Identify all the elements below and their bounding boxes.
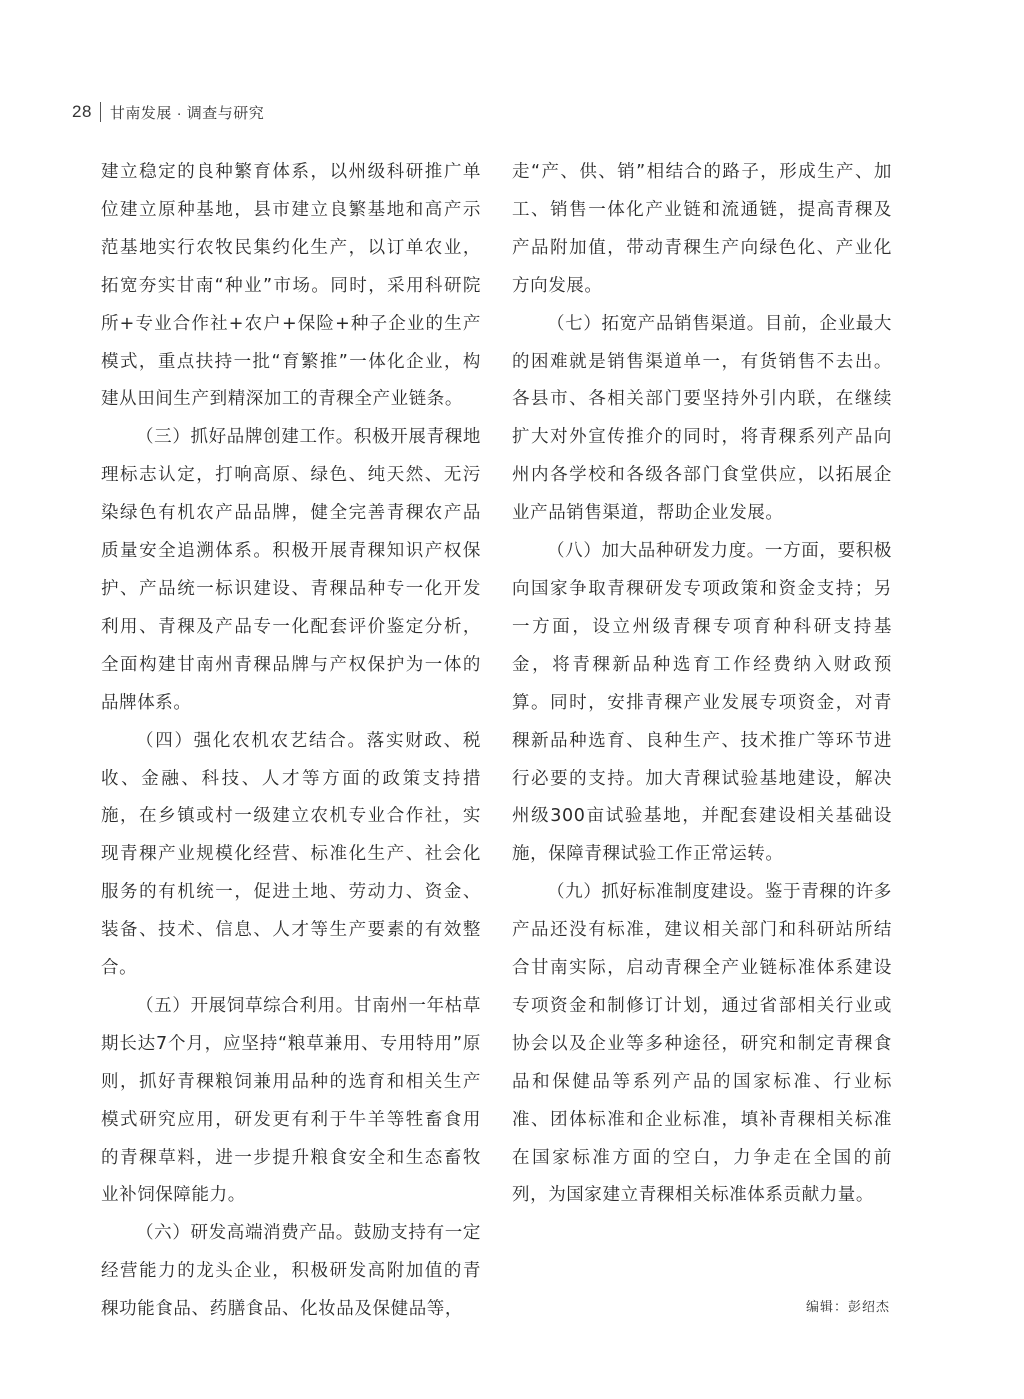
right-column (512, 154, 892, 1215)
body-paragraph: 走“产、供、销”相结合的路子，形成生产、加工、销售一体化产业链和流通链，提高青稞及产品附加值，带动青稞生产向绿色化、产业化方向发展。 (512, 162, 892, 296)
journal-section-title: 甘南发展 · 调查与研究 (109, 104, 265, 122)
left-column (101, 154, 481, 1329)
body-paragraph: （五）开展饲草综合利用。甘南州一年枯草期长达7个月，应坚持“粮草兼用、专用特用”原则，抓好青稞粮饲兼用品种的选育和相关生产模式研究应用，研发更有利于牛羊等牲畜食用的青稞草料，进一步提升粮食安全和生态畜牧业补饲保障能力。 (101, 995, 481, 1206)
body-paragraph: 建立稳定的良种繁育体系，以州级科研推广单位建立原种基地，县市建立良繁基地和高产示范基地实行农牧民集约化生产，以订单农业，拓宽夯实甘南“种业”市场。同时，采用科研院所+专业合作社+农户+保险+种子企业的生产模式，重点扶持一批“育繁推”一体化企业，构建从田间生产到精深加工的青稞全产业链条。 (101, 162, 481, 410)
body-paragraph: （三）抓好品牌创建工作。积极开展青稞地理标志认定，打响高原、绿色、纯天然、无污染绿色有机农产品品牌，健全完善青稞农产品质量安全追溯体系。积极开展青稞知识产权保护、产品统一标识建设、青稞品种专一化开发利用、青稞及产品专一化配套评价鉴定分析，全面构建甘南州青稞品牌与产权保护为一体的品牌体系。 (101, 427, 481, 713)
editor-credit: 编辑：彭绍杰 (805, 1300, 890, 1315)
body-paragraph: （四）强化农机农艺结合。落实财政、税收、金融、科技、人才等方面的政策支持措施，在乡镇或村一级建立农机专业合作社，实现青稞产业规模化经营、标准化生产、社会化服务的有机统一，促进土地、劳动力、资金、装备、技术、信息、人才等生产要素的有效整合。 (101, 730, 481, 979)
header-divider (100, 102, 101, 122)
page-number: 28 (72, 102, 92, 121)
running-header (72, 98, 264, 126)
body-paragraph: （八）加大品种研发力度。一方面，要积极向国家争取青稞研发专项政策和资金支持；另一方面，设立州级青稞专项育种科研支持基金，将青稞新品种选育工作经费纳入财政预算。同时，安排青稞产业发展专项资金，对青稞新品种选育、良种生产、技术推广等环节进行必要的支持。加大青稞试验基地建设，解决州级300亩试验基地，并配套建设相关基础设施，保障青稞试验工作正常运转。 (512, 541, 892, 865)
body-paragraph: （七）拓宽产品销售渠道。目前，企业最大的困难就是销售渠道单一，有货销售不去出。各县市、各相关部门要坚持外引内联，在继续扩大对外宣传推介的同时，将青稞系列产品向州内各学校和各级各部门食堂供应，以拓展企业产品销售渠道，帮助企业发展。 (512, 313, 892, 524)
body-paragraph: （九）抓好标准制度建设。鉴于青稞的许多产品还没有标准，建议相关部门和科研站所结合甘南实际，启动青稞全产业链标准体系建设专项资金和制修订计划，通过省部相关行业或协会以及企业等多种途径，研究和制定青稞食品和保健品等系列产品的国家标准、行业标准、团体标准和企业标准，填补青稞相关标准在国家标准方面的空白，力争走在全国的前列，为国家建立青稞相关标准体系贡献力量。 (512, 882, 892, 1206)
body-paragraph: （六）研发高端消费产品。鼓励支持有一定经营能力的龙头企业，积极研发高附加值的青稞功能食品、药膳食品、化妆品及保健品等， (101, 1223, 481, 1320)
